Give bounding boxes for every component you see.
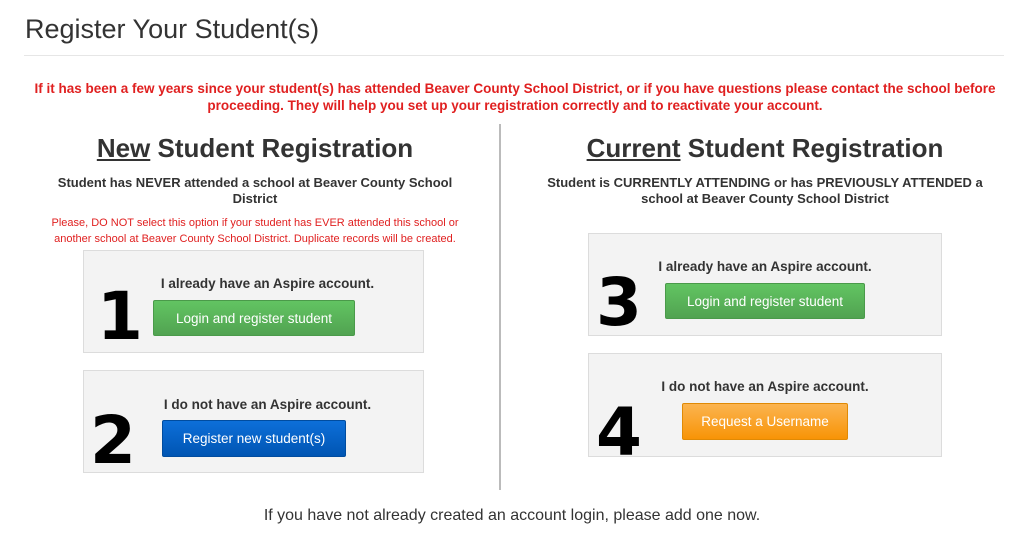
title-divider <box>24 55 1004 56</box>
new-heading-rest: Student Registration <box>150 133 414 163</box>
warning-line-1: If it has been a few years since your student(s) has attended Beaver County School District, or if you have questions please contact the school before <box>34 81 996 96</box>
current-heading-emphasis: Current <box>586 133 681 163</box>
new-heading-emphasis: New <box>96 133 151 163</box>
column-divider <box>499 124 501 490</box>
card-2-text: I do not have an Aspire account. <box>163 397 372 412</box>
register-new-students-button[interactable]: Register new student(s) <box>162 420 346 457</box>
step-number-4: 4 <box>596 394 642 471</box>
current-registration-subheading: Student is CURRENTLY ATTENDING or has PREVIOUSLY ATTENDED a school at Beaver County School District <box>547 175 983 206</box>
page-title: Register Your Student(s) <box>25 14 320 44</box>
duplicate-records-note: Please, DO NOT select this option if your student has EVER attended this school or another school at Beaver County School District. Duplicate records will be created. <box>51 217 459 245</box>
request-username-button[interactable]: Request a Username <box>682 403 848 440</box>
card-1-text: I already have an Aspire account. <box>160 276 375 291</box>
card-4-text: I do not have an Aspire account. <box>661 379 869 394</box>
card-3-text: I already have an Aspire account. <box>658 259 872 274</box>
current-registration-heading <box>545 133 985 164</box>
new-registration-heading <box>40 133 470 164</box>
contact-school-warning <box>30 80 1000 114</box>
new-registration-subheading: Student has NEVER attended a school at Beaver County School District <box>57 175 453 206</box>
step-number-2: 2 <box>90 402 136 479</box>
footer-instruction: If you have not already created an account login, please add one now. <box>263 507 761 524</box>
current-heading-rest: Student Registration <box>680 133 944 163</box>
new-login-register-button[interactable]: Login and register student <box>153 300 355 336</box>
current-login-register-button[interactable]: Login and register student <box>665 283 865 319</box>
step-number-1: 1 <box>97 278 143 355</box>
warning-line-2: proceeding. They will help you set up your registration correctly and to reactivate your account. <box>207 98 823 113</box>
step-number-3: 3 <box>596 264 642 341</box>
